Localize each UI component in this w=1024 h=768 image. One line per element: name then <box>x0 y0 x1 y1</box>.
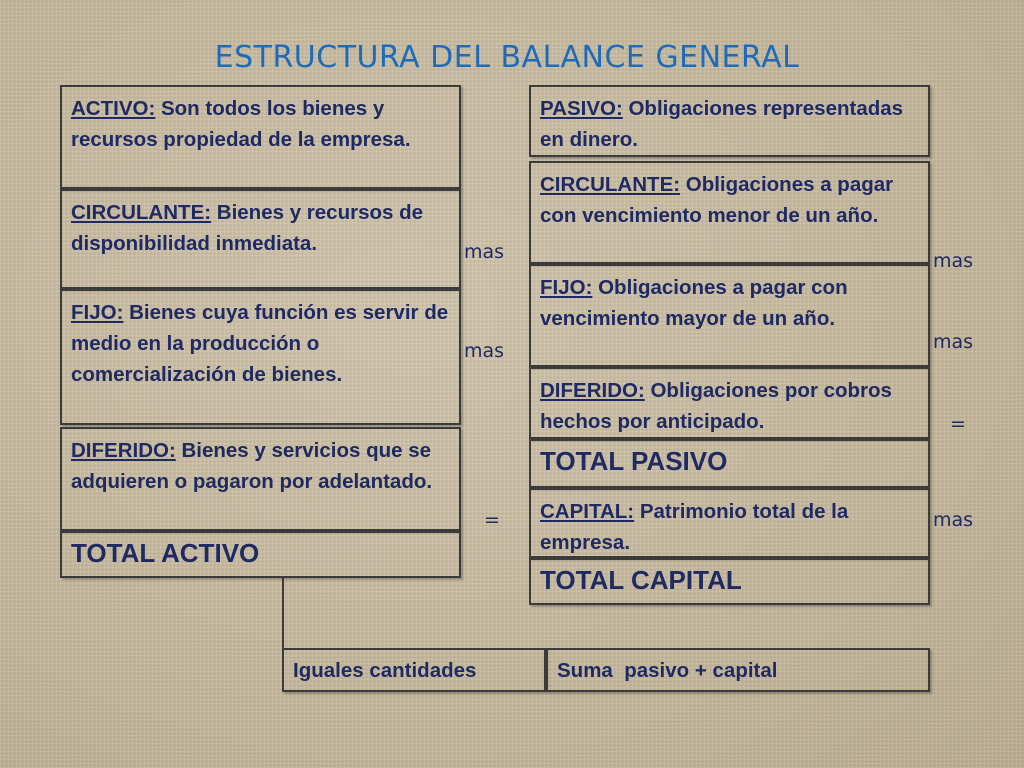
diagram-title: ESTRUCTURA DEL BALANCE GENERAL <box>214 40 800 75</box>
pasivo-fijo-term: FIJO: <box>540 276 593 299</box>
iguales-cantidades-label: Iguales cantidades <box>293 659 477 682</box>
activo-diferido-term: DIFERIDO: <box>71 439 176 462</box>
activo-desc: Son todos los bienes y recursos propiedad de la empresa. <box>71 97 411 151</box>
pasivo-circulante-term: CIRCULANTE: <box>540 173 681 196</box>
activo-circulante-desc: Bienes y recursos de disponibilidad inmediata. <box>71 201 424 255</box>
activo-circulante-term: CIRCULANTE: <box>71 201 212 224</box>
pasivo-fijo-desc: Obligaciones a pagar con vencimiento mayor de un año. <box>540 276 848 330</box>
pasivo-diferido-term: DIFERIDO: <box>540 379 645 402</box>
activo-fijo-term: FIJO: <box>71 301 124 324</box>
total-activo-box <box>60 531 461 578</box>
activo-diferido-box <box>60 427 461 531</box>
suma-pasivo-capital-box <box>546 648 930 692</box>
pasivo-diferido-box <box>529 367 930 439</box>
suma-pasivo-capital-label: Suma pasivo + capital <box>557 659 778 682</box>
pasivo-circulante-desc: Obligaciones a pagar con vencimiento menor de un año. <box>540 173 894 227</box>
total-pasivo-label: TOTAL PASIVO <box>540 446 728 476</box>
capital-box <box>529 488 930 558</box>
right-mas-1: mas <box>933 250 974 272</box>
activo-circulante-box <box>60 189 461 289</box>
connector-line <box>282 578 284 648</box>
iguales-cantidades-box <box>282 648 546 692</box>
pasivo-box <box>529 85 930 157</box>
pasivo-term: PASIVO: <box>540 97 623 120</box>
activo-fijo-box <box>60 289 461 425</box>
pasivo-diferido-desc: Obligaciones por cobros hechos por anticipado. <box>540 379 892 433</box>
right-equals: = <box>950 413 966 435</box>
total-activo-label: TOTAL ACTIVO <box>71 538 260 568</box>
right-mas-3: mas <box>933 509 974 531</box>
right-mas-2: mas <box>933 331 974 353</box>
capital-desc: Patrimonio total de la empresa. <box>540 500 849 554</box>
pasivo-fijo-box <box>529 264 930 367</box>
activo-box <box>60 85 461 189</box>
capital-term: CAPITAL: <box>540 500 635 523</box>
total-capital-label: TOTAL CAPITAL <box>540 565 742 595</box>
left-mas-2: mas <box>464 340 505 362</box>
activo-diferido-desc: Bienes y servicios que se adquieren o pagaron por adelantado. <box>71 439 433 493</box>
pasivo-desc: Obligaciones representadas en dinero. <box>540 97 904 151</box>
activo-fijo-desc: Bienes cuya función es servir de medio en la producción o comercialización de bienes. <box>71 301 449 386</box>
left-mas-1: mas <box>464 241 505 263</box>
total-pasivo-box <box>529 439 930 488</box>
total-capital-box <box>529 558 930 605</box>
activo-term: ACTIVO: <box>71 97 156 120</box>
pasivo-circulante-box <box>529 161 930 264</box>
left-equals: = <box>484 509 500 531</box>
